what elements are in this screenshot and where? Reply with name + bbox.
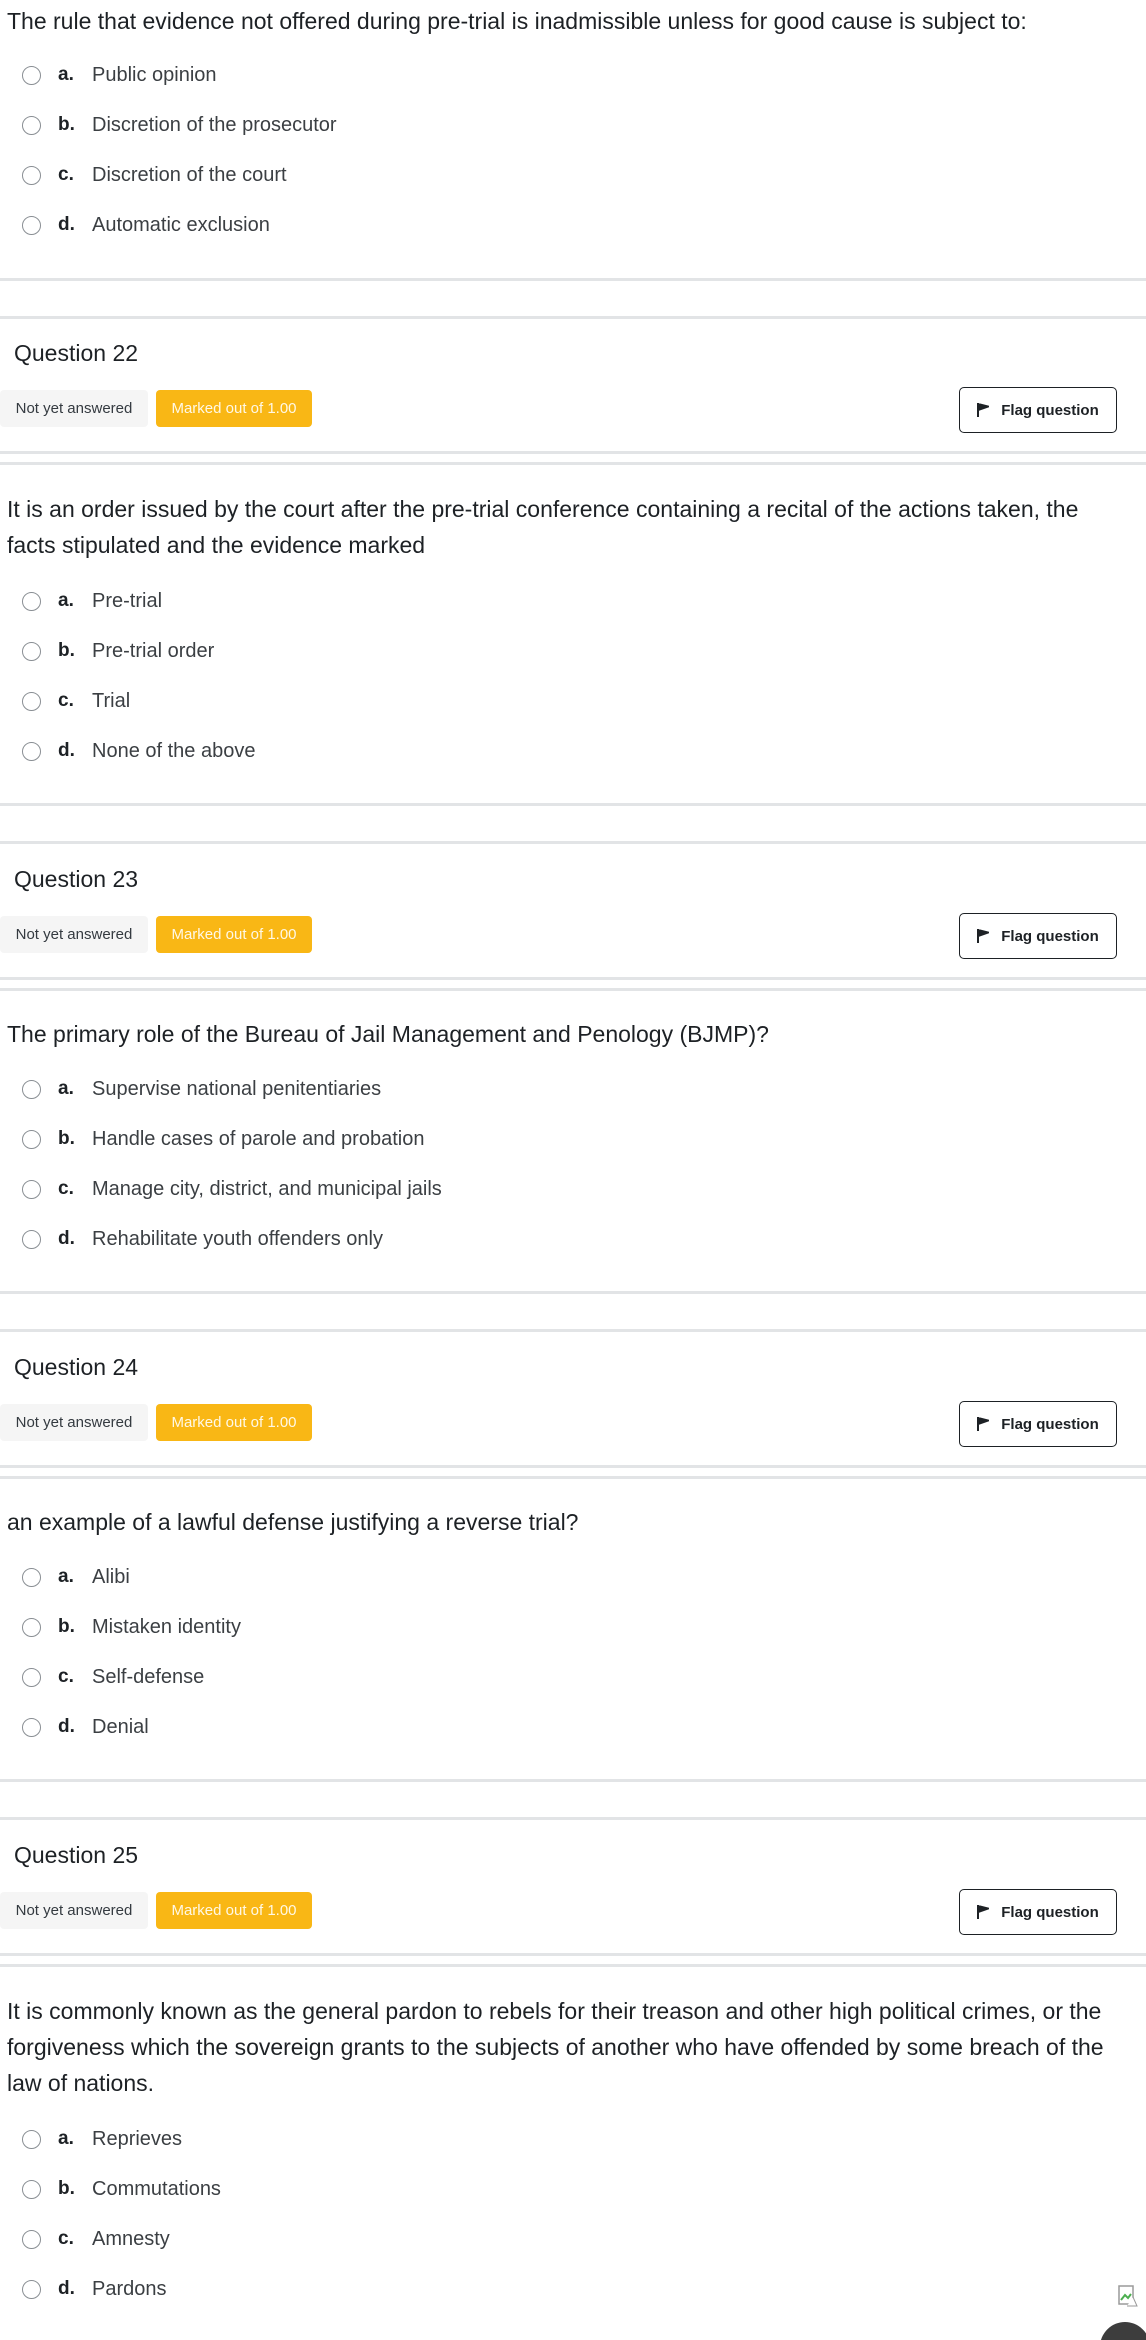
question-25-text: It is commonly known as the general pardon to rebels for their treason and other high political crimes, or the forgiveness which the sovereign grants to the subjects of another who have offended by some breach of the law of nations. <box>7 1998 1104 2096</box>
radio-circle-icon[interactable] <box>22 1618 41 1637</box>
marked-badge: Marked out of 1.00 <box>156 1404 312 1441</box>
question-22-answers <box>22 576 255 776</box>
marked-badge: Marked out of 1.00 <box>156 916 312 953</box>
divider <box>0 1817 1146 1820</box>
radio-circle-icon[interactable] <box>22 1668 41 1687</box>
answer-option[interactable]: c. Discretion of the court <box>22 150 337 200</box>
question-24-text: an example of a lawful defense justifying a reverse trial? <box>7 1509 579 1535</box>
question-number: Question 24 <box>14 1354 139 1380</box>
divider <box>0 1953 1146 1956</box>
answer-option[interactable]: c. Manage city, district, and municipal jails <box>22 1164 442 1214</box>
radio-circle-icon[interactable] <box>22 66 41 85</box>
radio-circle-icon[interactable] <box>22 742 41 761</box>
answer-option[interactable]: a. Supervise national penitentiaries <box>22 1064 442 1114</box>
flag-question-button[interactable] <box>959 1889 1117 1935</box>
answer-option[interactable]: c. Self-defense <box>22 1652 241 1702</box>
status-badge: Not yet answered <box>0 1892 148 1929</box>
answer-option[interactable]: b. Commutations <box>22 2164 221 2214</box>
radio-circle-icon[interactable] <box>22 166 41 185</box>
flag-icon <box>977 929 989 943</box>
floating-action-button[interactable] <box>1100 2322 1146 2340</box>
radio-circle-icon[interactable] <box>22 1230 41 1249</box>
radio-circle-icon[interactable] <box>22 1080 41 1099</box>
flag-question-button[interactable] <box>959 913 1117 959</box>
answer-option[interactable]: a. Pre-trial <box>22 576 255 626</box>
flag-question-label: Flag question <box>1001 1903 1099 1921</box>
flag-question-label: Flag question <box>1001 401 1099 419</box>
flag-question-label: Flag question <box>1001 927 1099 945</box>
question-number: Question 22 <box>14 340 139 366</box>
flag-icon <box>977 1417 989 1431</box>
flag-icon <box>977 1905 989 1919</box>
answer-option[interactable]: b. Discretion of the prosecutor <box>22 100 337 150</box>
answer-option[interactable]: b. Pre-trial order <box>22 626 255 676</box>
answer-option[interactable]: d. None of the above <box>22 726 255 776</box>
answer-option[interactable]: b. Handle cases of parole and probation <box>22 1114 442 1164</box>
marked-badge: Marked out of 1.00 <box>156 390 312 427</box>
radio-circle-icon[interactable] <box>22 692 41 711</box>
radio-circle-icon[interactable] <box>22 216 41 235</box>
answer-option[interactable]: d. Pardons <box>22 2264 221 2314</box>
radio-circle-icon[interactable] <box>22 1568 41 1587</box>
answer-option[interactable]: a. Public opinion <box>22 50 337 100</box>
answer-option[interactable]: d. Denial <box>22 1702 241 1752</box>
divider <box>0 1779 1146 1782</box>
question-23-text: The primary role of the Bureau of Jail Management and Penology (BJMP)? <box>7 1021 769 1047</box>
divider <box>0 1964 1146 1967</box>
answer-option[interactable]: d. Automatic exclusion <box>22 200 337 250</box>
flag-question-label: Flag question <box>1001 1415 1099 1433</box>
divider <box>0 841 1146 844</box>
answer-option[interactable]: d. Rehabilitate youth offenders only <box>22 1214 442 1264</box>
question-24-answers <box>22 1552 241 1752</box>
divider <box>0 462 1146 465</box>
divider <box>0 1291 1146 1294</box>
question-21-text: The rule that evidence not offered during pre-trial is inadmissible unless for good cause is subject to: <box>7 8 1027 34</box>
answer-option[interactable]: b. Mistaken identity <box>22 1602 241 1652</box>
divider <box>0 988 1146 991</box>
radio-circle-icon[interactable] <box>22 642 41 661</box>
flag-question-button[interactable] <box>959 387 1117 433</box>
status-badge: Not yet answered <box>0 1404 148 1441</box>
divider <box>0 1329 1146 1332</box>
question-25-answers <box>22 2114 221 2314</box>
answer-option[interactable]: c. Trial <box>22 676 255 726</box>
divider <box>0 803 1146 806</box>
status-badge: Not yet answered <box>0 916 148 953</box>
radio-circle-icon[interactable] <box>22 2130 41 2149</box>
flag-question-button[interactable] <box>959 1401 1117 1447</box>
divider <box>0 1465 1146 1468</box>
divider <box>0 278 1146 281</box>
radio-circle-icon[interactable] <box>22 1130 41 1149</box>
question-23-answers <box>22 1064 442 1264</box>
radio-circle-icon[interactable] <box>22 2180 41 2199</box>
question-number: Question 23 <box>14 866 139 892</box>
flag-icon <box>977 403 989 417</box>
question-21-answers <box>22 50 337 250</box>
divider <box>0 316 1146 319</box>
divider <box>0 1476 1146 1479</box>
radio-circle-icon[interactable] <box>22 2230 41 2249</box>
marked-badge: Marked out of 1.00 <box>156 1892 312 1929</box>
answer-option[interactable]: c. Amnesty <box>22 2214 221 2264</box>
radio-circle-icon[interactable] <box>22 2280 41 2299</box>
broken-image-icon <box>1118 2285 1138 2307</box>
status-badge: Not yet answered <box>0 390 148 427</box>
question-number: Question 25 <box>14 1842 139 1868</box>
question-22-text: It is an order issued by the court after the pre-trial conference containing a recital of the actions taken, the facts stipulated and the evidence marked <box>7 496 1079 558</box>
radio-circle-icon[interactable] <box>22 116 41 135</box>
radio-circle-icon[interactable] <box>22 592 41 611</box>
radio-circle-icon[interactable] <box>22 1718 41 1737</box>
answer-option[interactable]: a. Alibi <box>22 1552 241 1602</box>
radio-circle-icon[interactable] <box>22 1180 41 1199</box>
divider <box>0 977 1146 980</box>
answer-option[interactable]: a. Reprieves <box>22 2114 221 2164</box>
divider <box>0 451 1146 454</box>
